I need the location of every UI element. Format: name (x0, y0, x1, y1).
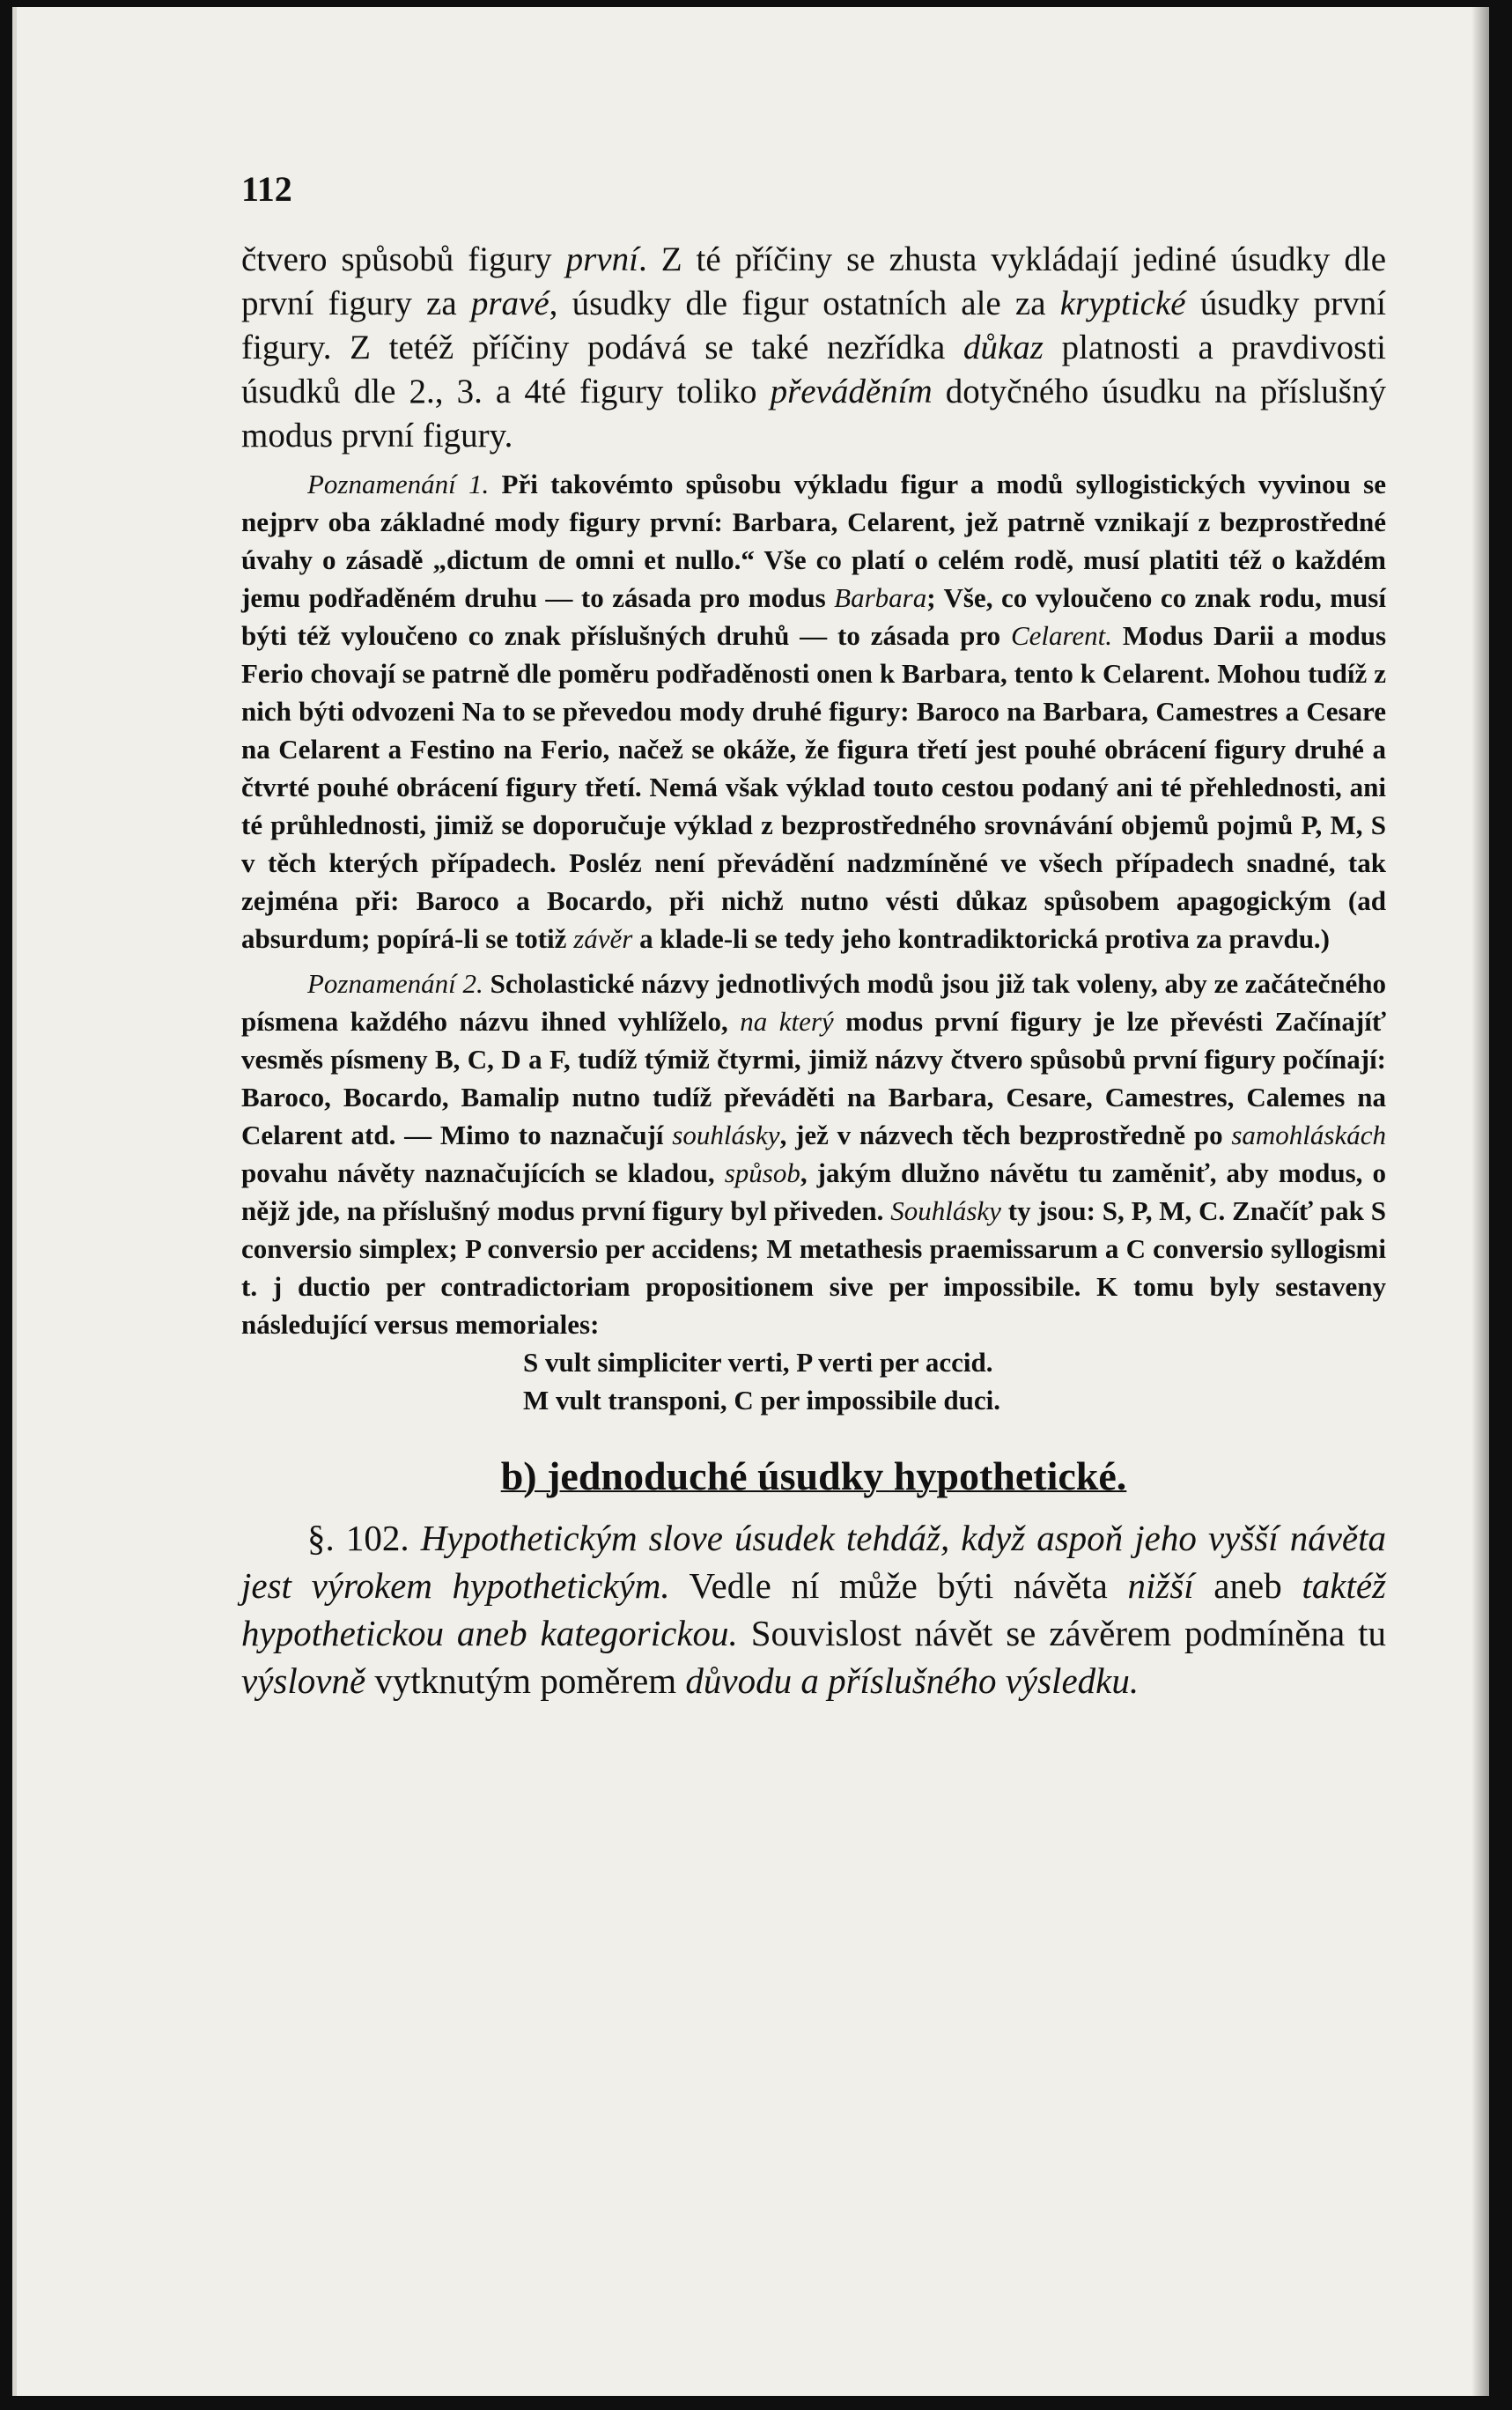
text-run: aneb (1193, 1565, 1302, 1606)
text-run: Vedle ní může býti návěta (669, 1565, 1128, 1606)
text-run: . Z té příčiny se zhusta vykládají jediné úsudky dle první figury za (241, 240, 1387, 322)
emphasis: závěr (573, 923, 633, 954)
note-label: Poznamenání 2. (307, 968, 483, 999)
section-heading (241, 1451, 1386, 1502)
emphasis: Barbara (834, 582, 927, 613)
emphasis: důkaz (963, 329, 1044, 366)
paragraph-intro (241, 238, 1386, 458)
emphasis: samohláskách (1231, 1120, 1386, 1150)
emphasis: kryptické (1059, 285, 1186, 322)
page-number: 112 (241, 169, 292, 209)
emphasis: souhlásky (672, 1120, 780, 1150)
text-run: platnosti a pravdivosti úsudků dle 2., 3. a 4té figury toliko (241, 329, 1386, 410)
emphasis: taktéž hypothetickou aneb kategorickou. (241, 1565, 1386, 1653)
text-run: ty jsou: S, P, M, C. Značíť pak S conversio simplex; P conversio per accidens; M metathesis praemissarum a C conversio syllogismi t. j ductio per contradictoriam propositionem sive per impossibile. K tomu byly sestaveny následující versus memoriales: (241, 1195, 1387, 1340)
note-label: Poznamenání 1. (307, 469, 490, 499)
emphasis: Hypothetickým slove úsudek tehdáž, když aspoň jeho vyšší návěta jest výrokem hypothetickým. (241, 1518, 1387, 1606)
section-102 (241, 1514, 1386, 1704)
emphasis: Souhlásky (890, 1195, 1001, 1226)
text-run: dotyčného úsudku na příslušný modus první figury. (241, 373, 1386, 455)
text-run: , jež v názvech těch bezprostředně po (779, 1120, 1232, 1150)
text-run: , jakým dlužno návětu tu zaměniť, aby modus, o nějž jde, na příslušný modus první figury byl přiveden. (241, 1157, 1386, 1226)
text-run: a klade-li se tedy jeho kontradiktorická protiva za pravdu.) (632, 923, 1331, 954)
text-run: ; Vše, co vyloučeno co znak rodu, musí býti též vyloučeno co znak příslušných druhů — to zásada pro (241, 582, 1386, 651)
section-number: §. 102. (307, 1518, 409, 1558)
emphasis: první (565, 240, 638, 278)
emphasis: pravé (470, 285, 549, 322)
note-1 (241, 465, 1386, 957)
emphasis: nižší (1127, 1565, 1194, 1606)
text-run: Při takovémto spůsobu výkladu figur a modů syllogistických vyvinou se nejprv oba základné mody figury první: Barbara, Celarent, jež patrně vznikají z bezprostředné úvahy o zásadě „dictum de omni et nullo.“ Vše co platí o celém rodě, musí platiti též o každém jemu podřaděném druhu — to zásada pro modus (241, 469, 1386, 613)
text-run: modus první figury je lze převésti Začínajíť vesměs písmeny B, C, D a F, tudíž týmiž čtyrmi, jimiž názvy čtvero spůsobů první figury počínají: Baroco, Bocardo, Bamalip nutno tudíž převáděti na Barbara, Cesare, Camestres, Calemes na Celarent atd. — Mimo to naznačují (241, 1006, 1386, 1150)
emphasis: důvodu a příslušného výsledku. (685, 1660, 1140, 1701)
text-run: vytknutým poměrem (365, 1660, 686, 1701)
text-run: Souvislost návět se závěrem podmíněna tu (737, 1613, 1386, 1653)
emphasis: Celarent. (1010, 620, 1113, 651)
text-run: Modus Darii a modus Ferio chovají se patrně dle poměru podřaděnosti onen k Barbara, tento k Celarent. Mohou tudíž z nich býti odvozeni Na to se převedou mody druhé figury: Baroco na Barbara, Camestres a Cesare na Celarent a Festino na Ferio, načež se okáže, že figura třetí jest pouhé obrácení figury druhé a čtvrté pouhé obrácení figury třetí. Nemá však výklad touto cestou podaný ani té přehlednosti, ani té průhlednosti, jimiž se doporučuje výklad z bezprostředného srovnávání objemů pojmů P, M, S v těch kterých případech. Posléz není převádění nadzmíněné ve všech případech snadné, tak zejména při: Baroco a Bocardo, při nichž nutno vésti důkaz spůsobem apagogickým (ad absurdum; popírá-li se totiž (241, 620, 1387, 954)
text-run: úsudky první figury. Z tetéž příčiny podává se také nezřídka (241, 285, 1386, 366)
text-run: Scholastické názvy jednotlivých modů jsou již tak voleny, aby ze začátečného písmena každého názvu ihned vyhlíželo, (241, 968, 1386, 1037)
book-page (12, 7, 1489, 2396)
emphasis: převáděním (770, 373, 933, 410)
text-run: , úsudky dle figur ostatních ale za (549, 285, 1060, 322)
emphasis: spůsob (724, 1157, 800, 1188)
note-2 (241, 965, 1386, 1343)
emphasis: výslovně (241, 1660, 366, 1701)
heading-text: b) jednoduché úsudky hypothetické. (500, 1453, 1127, 1498)
verse-line: S vult simpliciter verti, P verti per accid. (523, 1347, 993, 1378)
text-run: povahu návěty naznačujících se kladou, (241, 1157, 725, 1188)
verse-line: M vult transponi, C per impossibile duci. (523, 1385, 1001, 1416)
emphasis: na který (740, 1006, 834, 1037)
verses-memoriales (523, 1343, 1386, 1419)
text-run: čtvero spůsobů figury (241, 240, 566, 278)
text-block (241, 238, 1386, 1704)
